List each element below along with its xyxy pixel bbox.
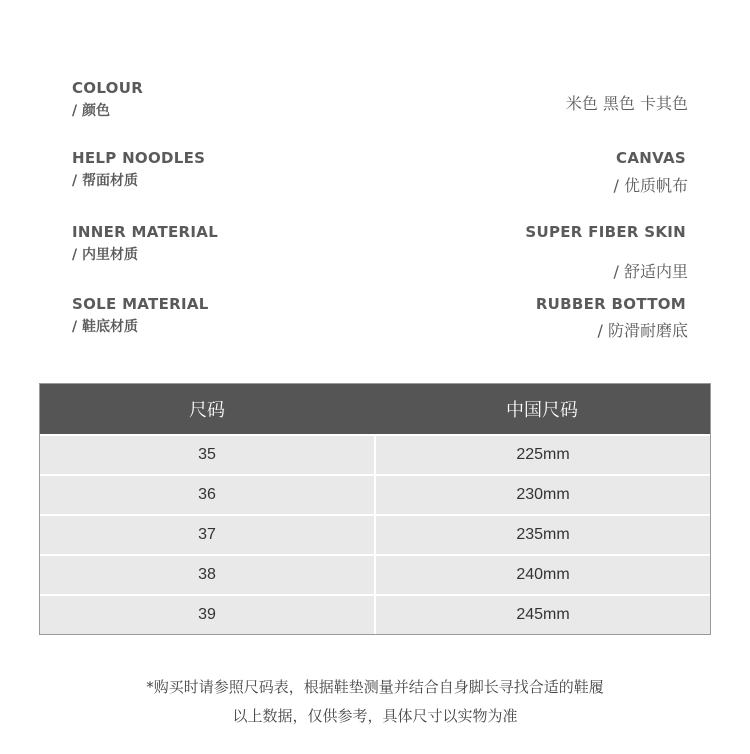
spec-inner-label-cn: / 内里材质: [72, 247, 138, 263]
spec-sole-label-cn: / 鞋底材质: [72, 319, 138, 335]
size-cell: 39: [40, 596, 374, 634]
table-row: [40, 436, 710, 474]
size-cell: 35: [40, 436, 374, 474]
length-cell: 230mm: [376, 476, 710, 514]
spec-colour-label-en: COLOUR: [72, 79, 144, 97]
table-row: [40, 596, 710, 634]
spec-colour-label-cn: / 颜色: [72, 103, 110, 119]
spec-sole-value-cn: / 防滑耐磨底: [597, 321, 688, 340]
spec-inner-value-en: SUPER FIBER SKIN: [525, 223, 686, 241]
table-row: [40, 556, 710, 594]
spec-upper-label-cn: / 帮面材质: [72, 173, 138, 189]
header-china-size: 中国尺码: [506, 400, 578, 421]
spec-sole-value-en: RUBBER BOTTOM: [535, 295, 686, 313]
footnote-line-2: 以上数据，仅供参考，具体尺寸以实物为准: [232, 707, 518, 725]
length-cell: 245mm: [376, 596, 710, 634]
table-row: [40, 476, 710, 514]
length-cell: 240mm: [376, 556, 710, 594]
size-cell: 38: [40, 556, 374, 594]
header-size: 尺码: [189, 400, 225, 421]
spec-upper-label-en: HELP NOODLES: [72, 149, 206, 167]
spec-upper-value-cn: / 优质帆布: [613, 176, 688, 195]
spec-sole-label-en: SOLE MATERIAL: [72, 295, 209, 313]
spec-inner-value-cn: / 舒适内里: [613, 262, 688, 281]
size-table: [39, 383, 711, 635]
spec-colour-value-cn: 米色 黑色 卡其色: [565, 94, 688, 113]
length-cell: 235mm: [376, 516, 710, 554]
table-row: [40, 516, 710, 554]
size-cell: 36: [40, 476, 374, 514]
spec-inner-label-en: INNER MATERIAL: [72, 223, 219, 241]
footnote-line-1: *购买时请参照尺码表，根据鞋垫测量并结合自身脚长寻找合适的鞋履: [146, 678, 604, 696]
length-cell: 225mm: [376, 436, 710, 474]
size-cell: 37: [40, 516, 374, 554]
size-table-header: [40, 384, 710, 434]
spec-upper-value-en: CANVAS: [616, 149, 686, 167]
